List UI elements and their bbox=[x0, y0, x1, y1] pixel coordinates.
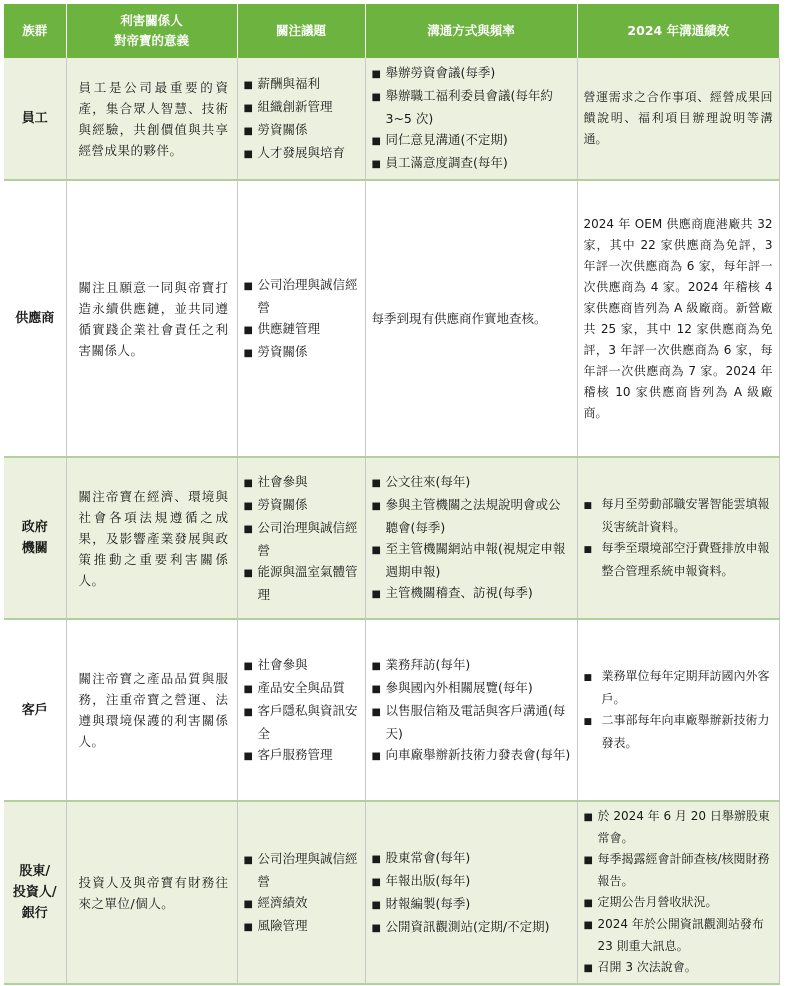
topic-item: ■ 客戶服務管理 bbox=[244, 744, 359, 767]
topic-item: ■ 公司治理與誠信經營 bbox=[244, 274, 359, 318]
channel-item: ■ 參與主管機關之法規說明會或公聽會(每季) bbox=[372, 494, 571, 538]
topic-item: ■ 社會參與 bbox=[244, 471, 359, 494]
header-group: 族群 bbox=[4, 4, 66, 58]
header-topics: 關注議題 bbox=[237, 4, 365, 58]
topic-item: ■ 社會參與 bbox=[244, 654, 359, 677]
performance-item: ■ 召開 3 次法說會。 bbox=[584, 957, 773, 979]
channels-cell bbox=[365, 58, 577, 180]
table-row bbox=[4, 619, 779, 801]
channels-cell bbox=[365, 801, 577, 984]
channel-item: ■ 年報出版(每年) bbox=[372, 870, 571, 893]
topic-item: ■ 風險管理 bbox=[244, 915, 359, 938]
performance-item: ■ 2024 年於公開資訊觀測站發布 23 則重大訊息。 bbox=[584, 914, 773, 957]
channel-item: ■ 業務拜訪(每年) bbox=[372, 654, 571, 677]
performance-item: ■ 業務單位每年定期拜訪國內外客戶。 bbox=[584, 666, 773, 710]
topic-item: ■ 產品安全與品質 bbox=[244, 677, 359, 700]
header-performance: 2024 年溝通績效 bbox=[577, 4, 779, 58]
channel-item: ■ 同仁意見溝通(不定期) bbox=[372, 129, 571, 152]
channels-cell bbox=[365, 457, 577, 619]
performance-cell bbox=[577, 619, 779, 801]
performance-cell bbox=[577, 801, 779, 984]
topic-item: ■ 勞資關係 bbox=[244, 119, 359, 142]
topic-item: ■ 勞資關係 bbox=[244, 341, 359, 364]
table-row bbox=[4, 457, 779, 619]
performance-item: ■ 定期公告月營收狀況。 bbox=[584, 892, 773, 914]
channel-item: ■ 公文往來(每年) bbox=[372, 471, 571, 494]
meaning-cell: 關注且願意一同與帝寶打造永續供應鏈，並共同遵循實踐企業社會責任之利害關係人。 bbox=[66, 180, 237, 457]
stakeholder-table bbox=[4, 4, 780, 985]
meaning-cell: 投資人及與帝寶有財務往來之單位/個人。 bbox=[66, 801, 237, 984]
performance-item: ■ 二事部每年向車廠舉辦新技術力發表。 bbox=[584, 710, 773, 754]
header-row bbox=[4, 4, 779, 58]
group-cell: 政府 機關 bbox=[4, 457, 66, 619]
channel-item: ■ 舉辦職工福利委員會議(每年約 3~5 次) bbox=[372, 85, 571, 129]
channel-item: ■ 向車廠舉辦新技術力發表會(每年) bbox=[372, 744, 571, 767]
channel-item: ■ 財報編製(每季) bbox=[372, 893, 571, 916]
topic-item: ■ 客戶隱私與資訊安全 bbox=[244, 700, 359, 744]
topic-item: ■ 薪酬與福利 bbox=[244, 73, 359, 96]
topics-cell bbox=[237, 180, 365, 457]
performance-cell: 2024 年 OEM 供應商鹿港廠共 32 家，其中 22 家供應商為免評，3 年評一次供應商為 6 家，每年評一次供應商為 4 家。2024 年稽核 4 家供應商皆列為 A 級廠商。新營廠共 25 家，其中 12 家供應商為免評，3 年評一次供應商為 6 家，每年評一次供應商為 7 家。2024 年稽核 10 家供應商皆列為 A 級廠商。 bbox=[577, 180, 779, 457]
group-cell: 股東/ 投資人/ 銀行 bbox=[4, 801, 66, 984]
topics-cell bbox=[237, 801, 365, 984]
performance-cell bbox=[577, 457, 779, 619]
performance-item: ■ 每季揭露經會計師查核/核閱財務報告。 bbox=[584, 849, 773, 892]
topic-item: ■ 經濟績效 bbox=[244, 892, 359, 915]
performance-item: ■ 於 2024 年 6 月 20 日舉辦股東常會。 bbox=[584, 806, 773, 849]
topic-item: ■ 能源與溫室氣體管理 bbox=[244, 561, 359, 605]
group-cell: 供應商 bbox=[4, 180, 66, 457]
channels-cell: 每季到現有供應商作實地查核。 bbox=[365, 180, 577, 457]
header-channels: 溝通方式與頻率 bbox=[365, 4, 577, 58]
channel-item: ■ 參與國內外相關展覽(每年) bbox=[372, 677, 571, 700]
header-meaning: 利害關係人 對帝寶的意義 bbox=[66, 4, 237, 58]
topics-cell bbox=[237, 619, 365, 801]
topic-item: ■ 公司治理與誠信經營 bbox=[244, 848, 359, 892]
meaning-cell: 關注帝寶之產品品質與服務，注重帝寶之營運、法遵與環境保護的利害關係人。 bbox=[66, 619, 237, 801]
channel-item: ■ 以售服信箱及電話與客戶溝通(每天) bbox=[372, 700, 571, 744]
topic-item: ■ 人才發展與培育 bbox=[244, 142, 359, 165]
channel-item: ■ 員工滿意度調查(每年) bbox=[372, 152, 571, 175]
topic-item: ■ 公司治理與誠信經營 bbox=[244, 517, 359, 561]
channel-item: ■ 主管機關稽查、訪視(每季) bbox=[372, 582, 571, 605]
topic-item: ■ 供應鏈管理 bbox=[244, 318, 359, 341]
channel-item: ■ 股東常會(每年) bbox=[372, 847, 571, 870]
meaning-cell: 員工是公司最重要的資產，集合眾人智慧、技術與經驗，共創價值與共享經營成果的夥伴。 bbox=[66, 58, 237, 180]
performance-item: ■ 每季至環境部空汙費暨排放申報整合管理系統申報資料。 bbox=[584, 538, 773, 582]
channel-item: ■ 舉辦勞資會議(每季) bbox=[372, 62, 571, 85]
meaning-cell: 關注帝寶在經濟、環境與社會各項法規遵循之成果，及影響產業發展與政策推動之重要利害關係人。 bbox=[66, 457, 237, 619]
topic-item: ■ 組織創新管理 bbox=[244, 96, 359, 119]
group-cell: 員工 bbox=[4, 58, 66, 180]
table-row bbox=[4, 801, 779, 984]
topic-item: ■ 勞資關係 bbox=[244, 494, 359, 517]
topics-cell bbox=[237, 58, 365, 180]
performance-cell: 營運需求之合作事項、經營成果回饋說明、福利項目辦理說明等溝通。 bbox=[577, 58, 779, 180]
table-row bbox=[4, 180, 779, 457]
topics-cell bbox=[237, 457, 365, 619]
channel-item: ■ 至主管機關網站申報(視規定申報週期申報) bbox=[372, 538, 571, 582]
performance-item: ■ 每月至勞動部職安署智能雲填報災害統計資料。 bbox=[584, 494, 773, 538]
channels-cell bbox=[365, 619, 577, 801]
channel-item: ■ 公開資訊觀測站(定期/不定期) bbox=[372, 916, 571, 939]
table-row bbox=[4, 58, 779, 180]
group-cell: 客戶 bbox=[4, 619, 66, 801]
